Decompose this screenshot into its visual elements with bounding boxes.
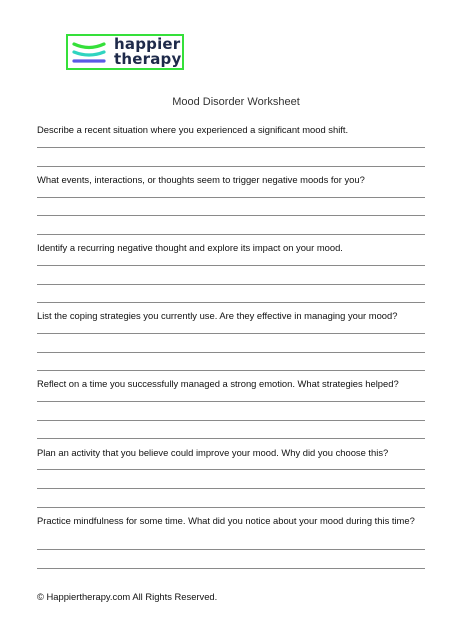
logo-line-1: happier — [114, 35, 181, 53]
question-3: Identify a recurring negative thought and explore its impact on your mood. — [37, 242, 343, 253]
answer-line[interactable] — [37, 488, 425, 489]
answer-line[interactable] — [37, 568, 425, 569]
answer-line[interactable] — [37, 284, 425, 285]
answer-line[interactable] — [37, 401, 425, 402]
answer-line[interactable] — [37, 333, 425, 334]
answer-line[interactable] — [37, 352, 425, 353]
question-4: List the coping strategies you currently use. Are they effective in managing your mood? — [37, 310, 398, 321]
question-2: What events, interactions, or thoughts seem to trigger negative moods for you? — [37, 174, 365, 185]
answer-line[interactable] — [37, 215, 425, 216]
question-6: Plan an activity that you believe could improve your mood. Why did you choose this? — [37, 447, 389, 458]
happier-therapy-logo — [66, 34, 184, 70]
answer-line[interactable] — [37, 420, 425, 421]
answer-line[interactable] — [37, 549, 425, 550]
question-7: Practice mindfulness for some time. What did you notice about your mood during this time? — [37, 515, 415, 526]
worksheet-title: Mood Disorder Worksheet — [172, 96, 300, 108]
copyright-footer: © Happiertherapy.com All Rights Reserved. — [37, 591, 218, 602]
answer-line[interactable] — [37, 197, 425, 198]
answer-line[interactable] — [37, 370, 425, 371]
answer-line[interactable] — [37, 302, 425, 303]
answer-line[interactable] — [37, 469, 425, 470]
answer-line[interactable] — [37, 166, 425, 167]
logo-line-2: therapy — [114, 50, 182, 68]
answer-line[interactable] — [37, 507, 425, 508]
logo-waves-icon — [71, 39, 109, 67]
answer-line[interactable] — [37, 438, 425, 439]
question-1: Describe a recent situation where you experienced a significant mood shift. — [37, 124, 349, 135]
logo-wordmark — [114, 37, 181, 67]
answer-line[interactable] — [37, 234, 425, 235]
answer-line[interactable] — [37, 265, 425, 266]
answer-line[interactable] — [37, 147, 425, 148]
question-5: Reflect on a time you successfully managed a strong emotion. What strategies helped? — [37, 378, 399, 389]
